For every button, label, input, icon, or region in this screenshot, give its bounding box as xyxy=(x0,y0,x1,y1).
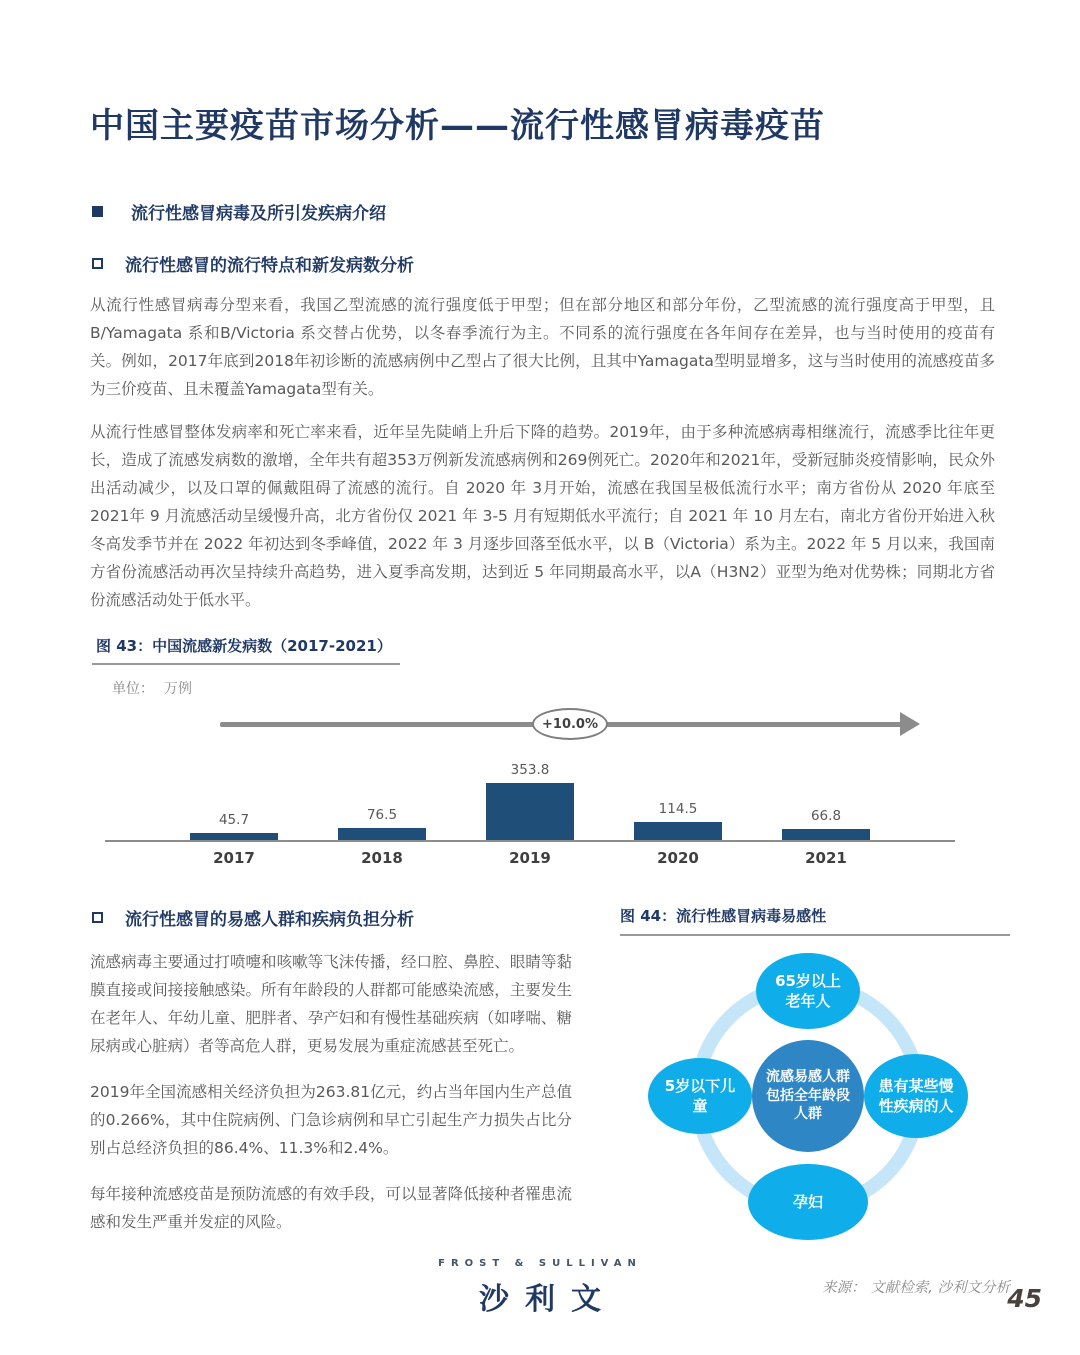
cagr-arrow xyxy=(220,708,920,742)
left-column xyxy=(90,903,572,1297)
cagr-badge: +10.0% xyxy=(532,708,608,740)
node-pregnant: 孕妇 xyxy=(748,1164,868,1240)
arrow-head-icon xyxy=(900,712,920,736)
susceptible-groups-diagram xyxy=(620,948,1010,1250)
bar-value-label: 353.8 xyxy=(510,762,550,778)
solid-square-bullet-icon xyxy=(92,206,103,217)
bar xyxy=(634,822,722,840)
hollow-square-bullet-icon xyxy=(92,258,103,269)
paragraph-transmission: 流感病毒主要通过打喷嚏和咳嗽等飞沫传播，经口腔、鼻腔、眼睛等黏膜直接或间接接触感染。所有年龄段的人群都可能感染流感，主要发生在老年人、年幼儿童、肥胖者、孕产妇和有慢性基础疾病（如哮喘、糖尿病或心脏病）者等高危人群，更易发展为重症流感甚至死亡。 xyxy=(90,953,572,1055)
figure43-title-rule xyxy=(92,663,400,665)
section-heading-label: 流行性感冒的流行特点和新发病数分析 xyxy=(125,256,414,276)
paragraph-incidence-trend: 从流行性感冒整体发病率和死亡率来看，近年呈先陡峭上升后下降的趋势。2019年，由于多种流感病毒相继流行，流感季比往年更长，造成了流感发病数的激增，全年共有超353万例新发流感病例和269例死亡。2020年和2021年，受新冠肺炎疫情影响，民众外出活动减少，以及口罩的佩戴阻碍了流感的流行。自 2020 年 3月开始，流感在我国呈极低流行水平；南方省份从 2020 年底至 2021年 9 月流感活动呈缓慢升高，北方省份仅 2021 年 3-5 月有短期低水平流行；自 2021 年 10 月左右，南北方省份开始进入秋冬高发季节并在 2022 年初达到冬季峰值，2022 年 3 月逐步回落至低水平，以 B（Victoria）系为主。2022 年 5 月以来，我国南方省份流感活动再次呈持续升高趋势，进入夏季高发期，达到近 5 年同期最高水平，以A（H3N2）亚型为绝对优势株；同期北方省份流感活动处于低水平。 xyxy=(90,423,995,609)
hollow-square-bullet-icon xyxy=(92,912,103,923)
unit-value: 万例 xyxy=(164,681,192,697)
bar xyxy=(782,829,870,840)
page-title: 中国主要疫苗市场分析——流行性感冒病毒疫苗 xyxy=(90,106,825,146)
logo-english-text: FROST & SULLIVAN xyxy=(438,1258,642,1269)
frost-sullivan-logo xyxy=(0,1258,1080,1318)
x-axis-tick-label: 2019 xyxy=(509,849,551,867)
node-chronic-disease: 患有某些慢性疾病的人 xyxy=(864,1054,968,1138)
figure43-title: 图 43：中国流感新发病数（2017-2021） xyxy=(96,637,392,655)
section-heading-label: 流行性感冒病毒及所引发疾病介绍 xyxy=(131,204,386,224)
bar-chart-figure43 xyxy=(105,708,955,867)
chart-unit-line xyxy=(112,678,1080,698)
two-column-section xyxy=(90,903,1010,1297)
section-heading-label: 流行性感冒的易感人群和疾病负担分析 xyxy=(125,910,414,930)
source-note: 来源： 文献检索, 沙利文分析 xyxy=(822,1280,1010,1296)
node-children: 5岁以下儿童 xyxy=(648,1058,752,1134)
bar-column-2018 xyxy=(308,807,456,840)
figure44-title: 图 44：流行性感冒病毒易感性 xyxy=(620,907,827,925)
bar-column-2021 xyxy=(752,808,900,840)
bar-column-2019 xyxy=(456,762,604,840)
bar-column-2017 xyxy=(160,812,308,840)
bar xyxy=(486,783,574,840)
bar xyxy=(190,833,278,840)
x-axis-tick-label: 2021 xyxy=(805,849,847,867)
bar-value-label: 76.5 xyxy=(366,807,398,823)
figure44-title-rule xyxy=(620,934,1010,936)
node-center-all-ages: 流感易感人群包括全年龄段人群 xyxy=(752,1040,864,1152)
paragraph-virus-types: 从流行性感冒病毒分型来看，我国乙型流感的流行强度低于甲型；但在部分地区和部分年份，乙型流感的流行强度高于甲型，且 B/Yamagata 系和B/Victoria 系交替占优势，以冬春季流行为主。不同系的流行强度在各年间存在差异，也与当时使用的疫苗有关。例如，2017年底到2018年初诊断的流感病例中乙型占了很大比例，且其中Yamagata型明显增多，这与当时使用的流感疫苗多为三价疫苗、且未覆盖Yamagata型有关。 xyxy=(90,296,995,398)
node-elderly: 65岁以上老年人 xyxy=(756,953,860,1029)
page-number: 45 xyxy=(1007,1284,1042,1313)
section-heading-epidemic-analysis xyxy=(92,251,1080,276)
logo-chinese-text: 沙利文 xyxy=(479,1282,617,1317)
bar-column-2020 xyxy=(604,801,752,840)
right-column xyxy=(620,903,1010,1297)
x-axis-tick-label: 2018 xyxy=(361,849,403,867)
bar-value-label: 45.7 xyxy=(218,812,250,828)
bar-columns xyxy=(105,758,955,842)
bar-value-label: 66.8 xyxy=(810,808,842,824)
unit-label: 单位： xyxy=(112,681,154,697)
section-heading-susceptible-burden xyxy=(92,905,572,930)
paragraph-vaccination-benefit: 每年接种流感疫苗是预防流感的有效手段，可以显著降低接种者罹患流感和发生严重并发症的风险。 xyxy=(90,1185,572,1231)
x-axis-tick-label: 2017 xyxy=(213,849,255,867)
year-labels xyxy=(105,849,955,867)
paragraph-economic-burden: 2019年全国流感相关经济负担为263.81亿元，约占当年国内生产总值的0.266%，其中住院病例、门急诊病例和早亡引起生产力损失占比分别占总经济负担的86.4%、11.3%和2.4%。 xyxy=(90,1083,572,1157)
bar-value-label: 114.5 xyxy=(658,801,698,817)
bar xyxy=(338,828,426,840)
x-axis-tick-label: 2020 xyxy=(657,849,699,867)
section-heading-influenza-intro xyxy=(92,199,1080,224)
